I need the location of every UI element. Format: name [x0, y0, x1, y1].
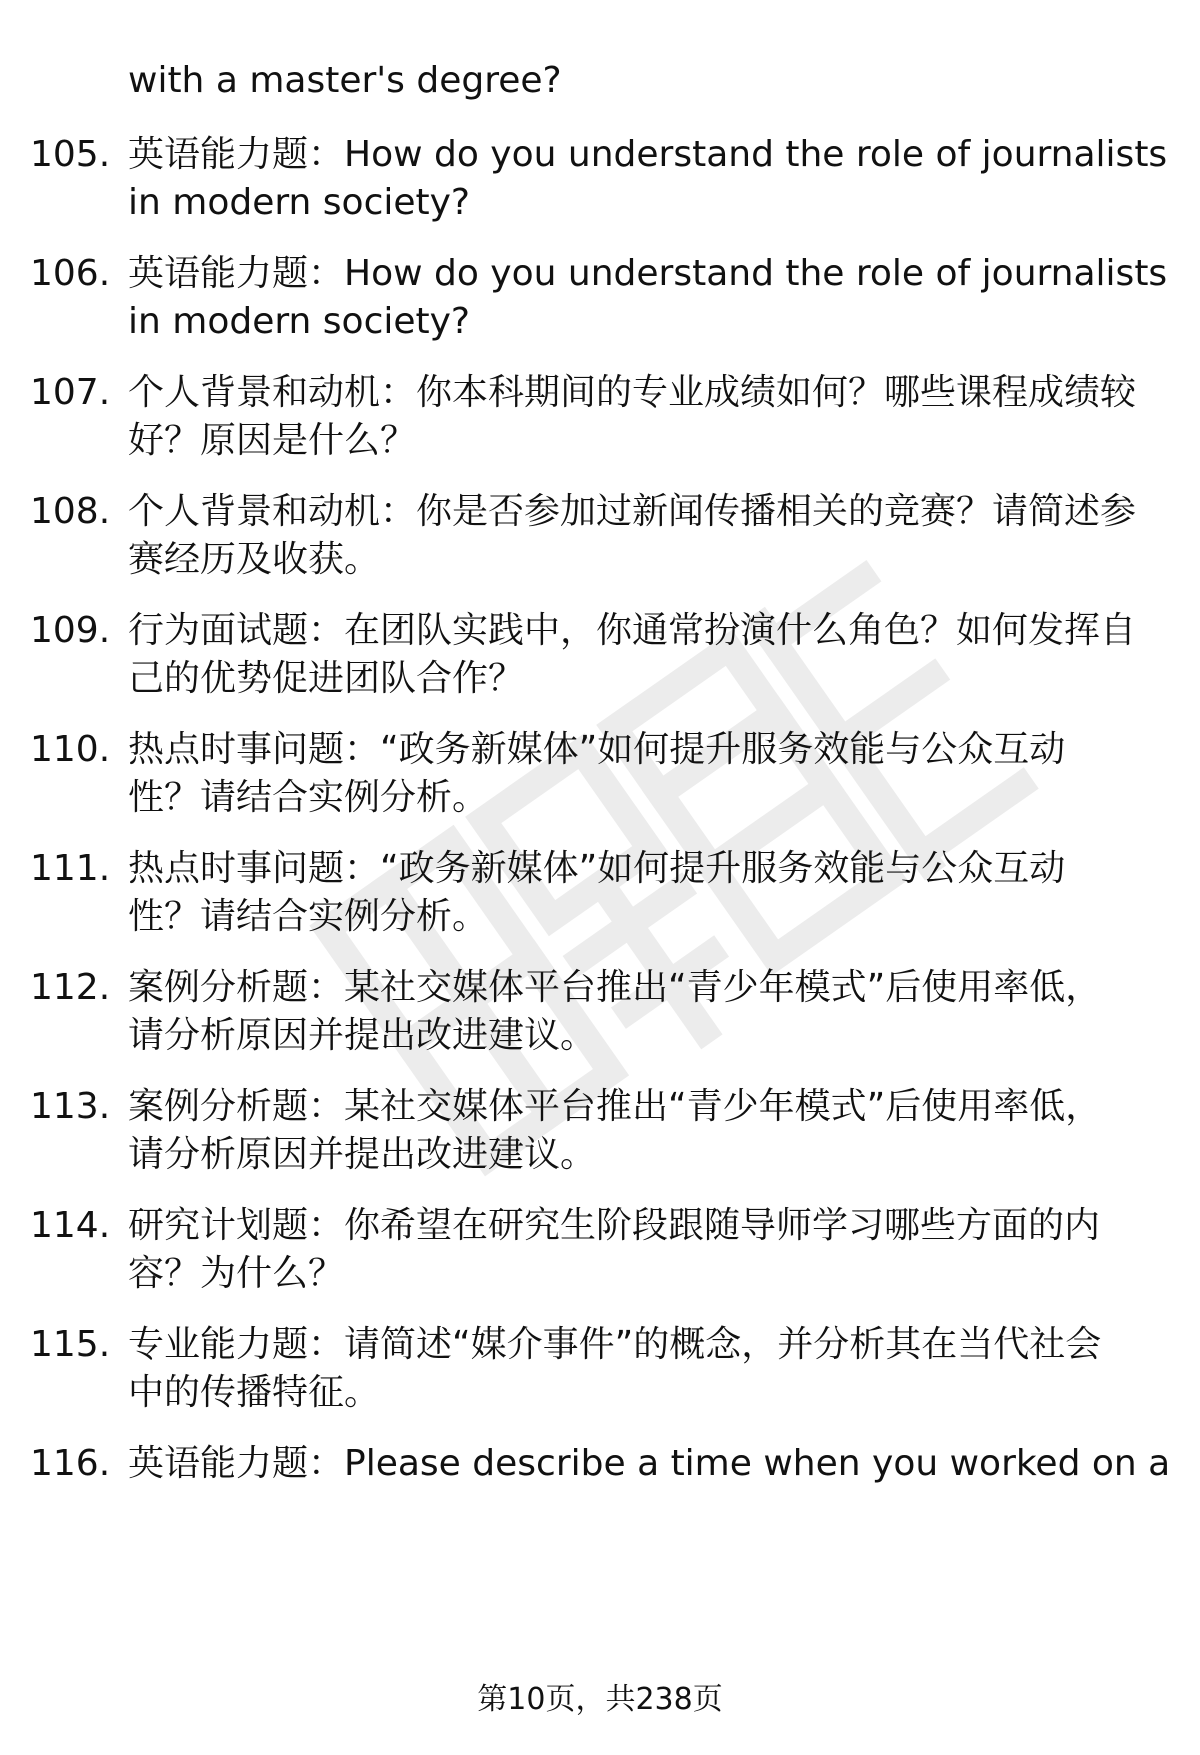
item-text-line-2: 请分析原因并提出改进建议。: [128, 1134, 597, 1175]
item-text-line-2: in modern society?: [128, 301, 471, 342]
item-number: 111.: [30, 848, 111, 889]
item-text-line-1: 案例分析题：某社交媒体平台推出“青少年模式”后使用率低，: [128, 1086, 1102, 1127]
item-number: 110.: [30, 729, 111, 770]
item-text-line-2: in modern society?: [128, 182, 471, 223]
previous-item-continuation: with a master's degree?: [128, 60, 562, 101]
item-text-line-2: 己的优势促进团队合作？: [128, 658, 525, 699]
item-number: 112.: [30, 967, 111, 1008]
item-text-line-2: 赛经历及收获。: [128, 539, 381, 580]
item-text-line-1: 专业能力题：请简述“媒介事件”的概念，并分析其在当代社会: [128, 1324, 1102, 1365]
item-text-line-2: 容？为什么？: [128, 1253, 345, 1294]
item-text-line-2: 性？请结合实例分析。: [128, 896, 489, 937]
item-text-line-2: 中的传播特征。: [128, 1372, 381, 1413]
item-number: 108.: [30, 491, 111, 532]
item-number: 106.: [30, 253, 111, 294]
item-text-line-1: 英语能力题：How do you understand the role of journalists: [128, 134, 1168, 175]
item-text-line-2: 性？请结合实例分析。: [128, 777, 489, 818]
item-text-line-1: 英语能力题：Please describe a time when you worked on a: [128, 1443, 1171, 1484]
item-text-line-2: 好？原因是什么？: [128, 420, 417, 461]
item-text-line-1: 个人背景和动机：你是否参加过新闻传播相关的竞赛？请简述参: [128, 491, 1137, 532]
item-number: 116.: [30, 1443, 111, 1484]
item-number: 114.: [30, 1205, 111, 1246]
item-text-line-1: 行为面试题：在团队实践中，你通常扮演什么角色？如何发挥自: [128, 610, 1137, 651]
item-number: 113.: [30, 1086, 111, 1127]
item-text-line-1: 个人背景和动机：你本科期间的专业成绩如何？哪些课程成绩较: [128, 372, 1137, 413]
item-text-line-1: 英语能力题：How do you understand the role of journalists: [128, 253, 1168, 294]
item-text-line-1: 热点时事问题：“政务新媒体”如何提升服务效能与公众互动: [128, 729, 1066, 770]
item-number: 107.: [30, 372, 111, 413]
item-number: 105.: [30, 134, 111, 175]
item-text-line-2: 请分析原因并提出改进建议。: [128, 1015, 597, 1056]
item-text-line-1: 案例分析题：某社交媒体平台推出“青少年模式”后使用率低，: [128, 967, 1102, 1008]
item-number: 109.: [30, 610, 111, 651]
item-number: 115.: [30, 1324, 111, 1365]
item-text-line-1: 热点时事问题：“政务新媒体”如何提升服务效能与公众互动: [128, 848, 1066, 889]
page-footer: 第10页，共238页: [477, 1682, 723, 1717]
item-text-line-1: 研究计划题：你希望在研究生阶段跟随导师学习哪些方面的内: [128, 1205, 1101, 1246]
